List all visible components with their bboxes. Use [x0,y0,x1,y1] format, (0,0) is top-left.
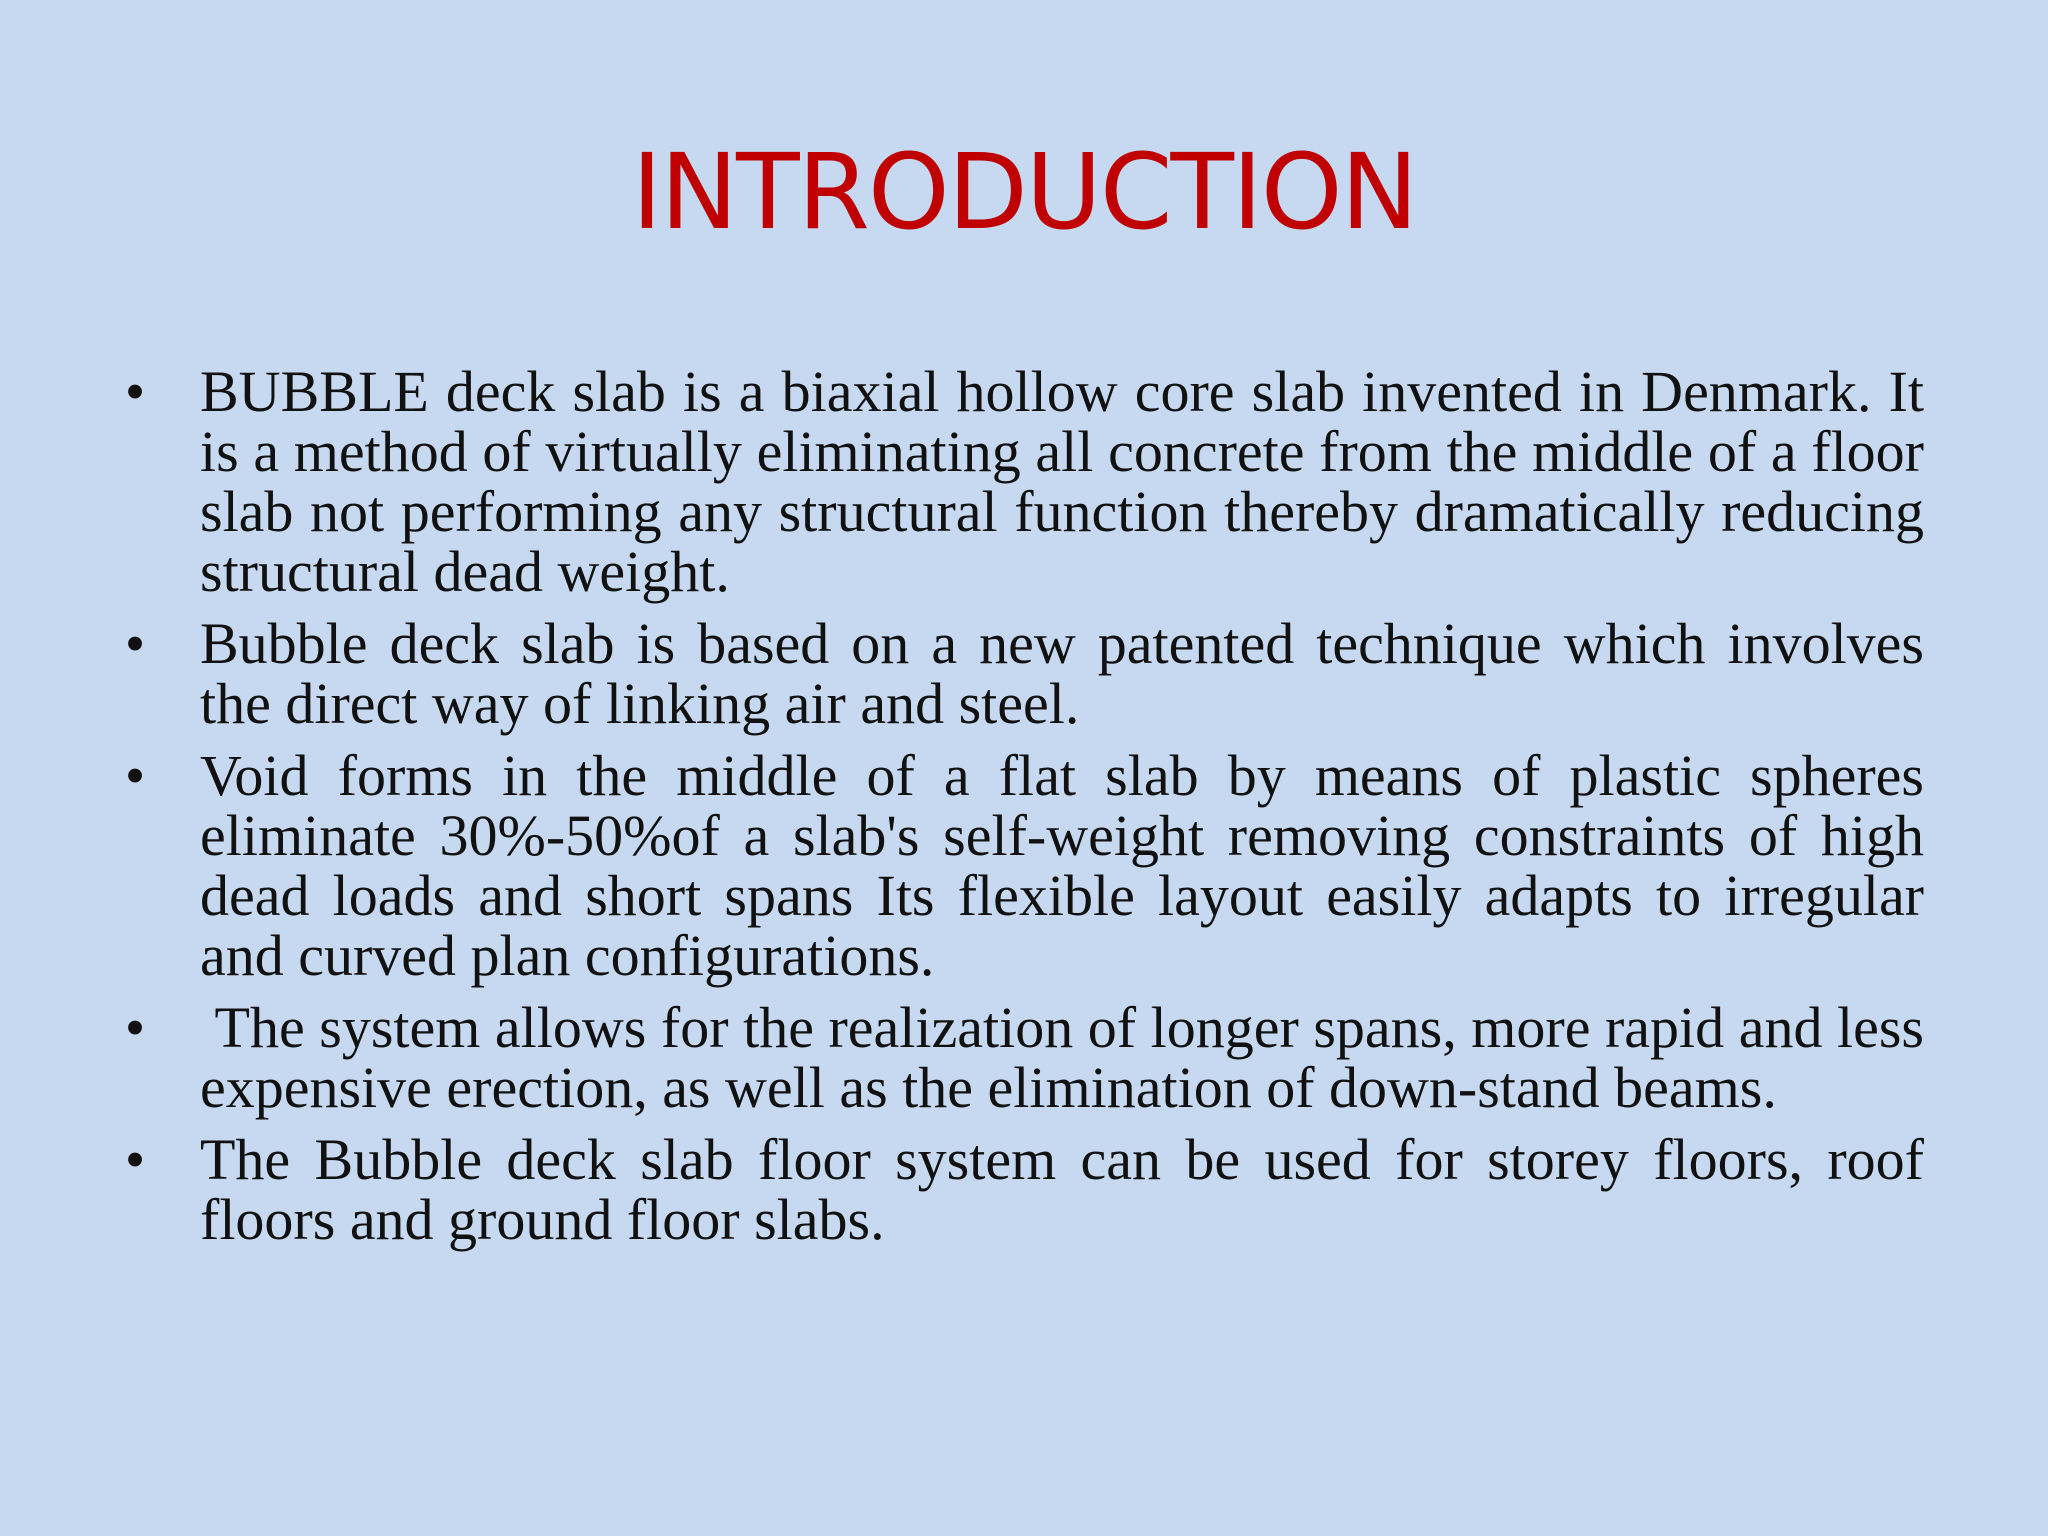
bullet-item [124,743,1924,988]
bullet-list [124,359,1939,1262]
slide-title: INTRODUCTION [631,131,1417,253]
bullet-text: The system allows for the realization of longer spans, more rapid and less expensive erection, as well as the elimination of down-stand beams. [200,995,1939,1120]
bullet-item [124,1127,1924,1252]
bullet-item [124,611,1924,736]
bullet-icon: • [124,359,146,424]
bullet-text: Void forms in the middle of a flat slab by means of plastic spheres eliminate 30%-50%of a slab's self-weight removing constraints of high dead loads and short spans Its flexible layout easily adapts to irregular and curved plan configurations. [200,743,1924,988]
bullet-icon: • [124,611,146,676]
bullet-item [124,359,1924,604]
bullet-icon: • [124,743,146,808]
bullet-item [124,995,1939,1120]
bullet-text: The Bubble deck slab floor system can be used for storey floors, roof floors and ground floor slabs. [200,1127,1924,1252]
bullet-icon: • [124,995,146,1060]
bullet-icon: • [124,1127,146,1192]
bullet-text: Bubble deck slab is based on a new patented technique which involves the direct way of linking air and steel. [200,611,1924,736]
bullet-text: BUBBLE deck slab is a biaxial hollow core slab invented in Denmark. It is a method of virtually eliminating all concrete from the middle of a floor slab not performing any structural function thereby dramatically reducing structural dead weight. [200,359,1924,604]
